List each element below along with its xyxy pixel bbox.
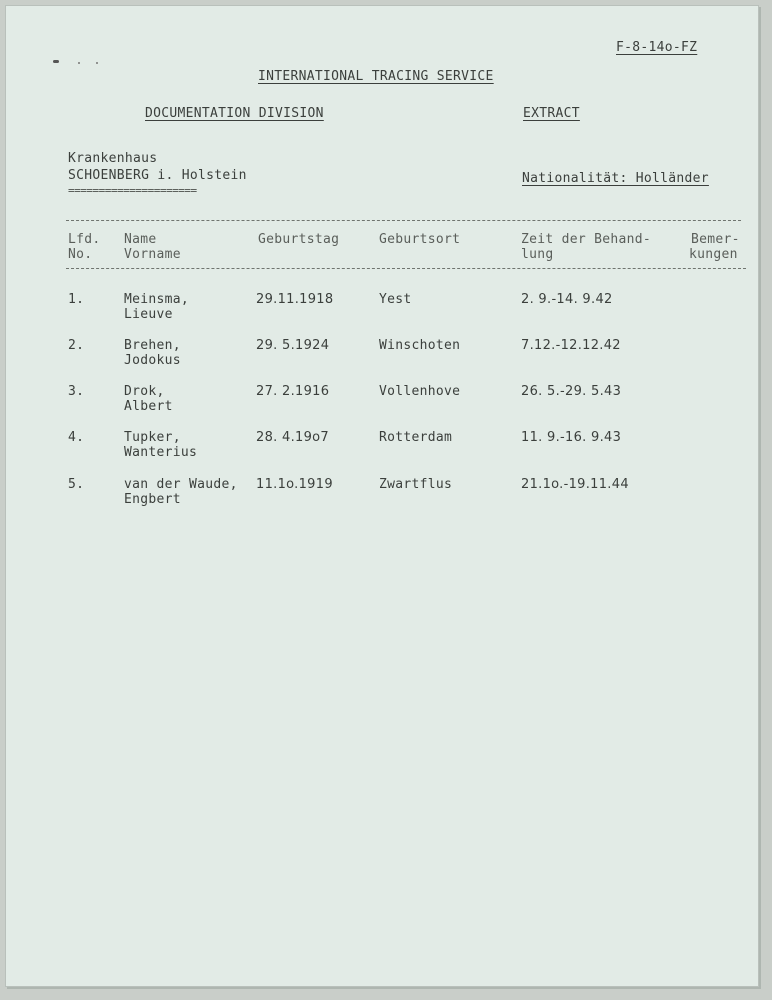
col-header-birthplace: Geburtsort [379, 232, 461, 247]
institution-location: SCHOENBERG i. Holstein [68, 168, 247, 183]
row-period: 11. 9.-16. 9.43 [521, 430, 622, 445]
row-surname: Tupker, [124, 430, 181, 445]
row-firstname: Wanterius [124, 445, 198, 460]
row-firstname: Engbert [124, 492, 181, 507]
row-birthdate: 29.11.1918 [256, 292, 334, 307]
row-number: 5. [68, 477, 85, 492]
table-header-rule [66, 268, 746, 269]
nationality: Nationalität: Holländer [522, 171, 709, 186]
row-birthplace: Vollenhove [379, 384, 461, 399]
col-header-remarks: Bemer- [691, 232, 740, 247]
ink-mark [53, 60, 59, 63]
row-birthplace: Zwartflus [379, 477, 453, 492]
row-period: 7.12.-12.12.42 [521, 338, 621, 353]
row-firstname: Albert [124, 399, 173, 414]
reference-number: F-8-14o-FZ [616, 40, 698, 55]
document-type: EXTRACT [523, 106, 580, 121]
row-firstname: Jodokus [124, 353, 181, 368]
double-underline: ===================== [68, 184, 197, 197]
col-header-no: Lfd. [68, 232, 101, 247]
division-title: DOCUMENTATION DIVISION [145, 106, 324, 121]
institution-label: Krankenhaus [68, 151, 158, 166]
row-birthdate: 28. 4.19o7 [256, 430, 329, 445]
row-birthdate: 29. 5.1924 [256, 338, 330, 353]
row-surname: van der Waude, [124, 477, 238, 492]
document-page [5, 5, 759, 987]
ink-dot [78, 62, 80, 64]
row-birthdate: 11.1o.1919 [256, 477, 333, 492]
row-number: 3. [68, 384, 85, 399]
col-header-remarks: kungen [689, 247, 738, 262]
row-firstname: Lieuve [124, 307, 173, 322]
row-number: 4. [68, 430, 85, 445]
col-header-period: lung [521, 247, 554, 262]
organization-title: INTERNATIONAL TRACING SERVICE [258, 69, 494, 84]
col-header-birthdate: Geburtstag [258, 232, 340, 247]
row-number: 1. [68, 292, 85, 307]
col-header-period: Zeit der Behand- [521, 232, 652, 247]
row-period: 21.1o.-19.11.44 [521, 477, 629, 492]
row-period: 26. 5.-29. 5.43 [521, 384, 622, 399]
row-period: 2. 9.-14. 9.42 [521, 292, 613, 307]
table-top-rule [66, 220, 741, 221]
col-header-name: Name [124, 232, 157, 247]
row-surname: Drok, [124, 384, 165, 399]
row-number: 2. [68, 338, 85, 353]
row-birthplace: Rotterdam [379, 430, 453, 445]
row-surname: Meinsma, [124, 292, 190, 307]
row-birthdate: 27. 2.1916 [256, 384, 330, 399]
row-surname: Brehen, [124, 338, 181, 353]
col-header-name: Vorname [124, 247, 181, 262]
row-birthplace: Winschoten [379, 338, 461, 353]
col-header-no: No. [68, 247, 93, 262]
ink-dot [96, 62, 98, 64]
row-birthplace: Yest [379, 292, 412, 307]
